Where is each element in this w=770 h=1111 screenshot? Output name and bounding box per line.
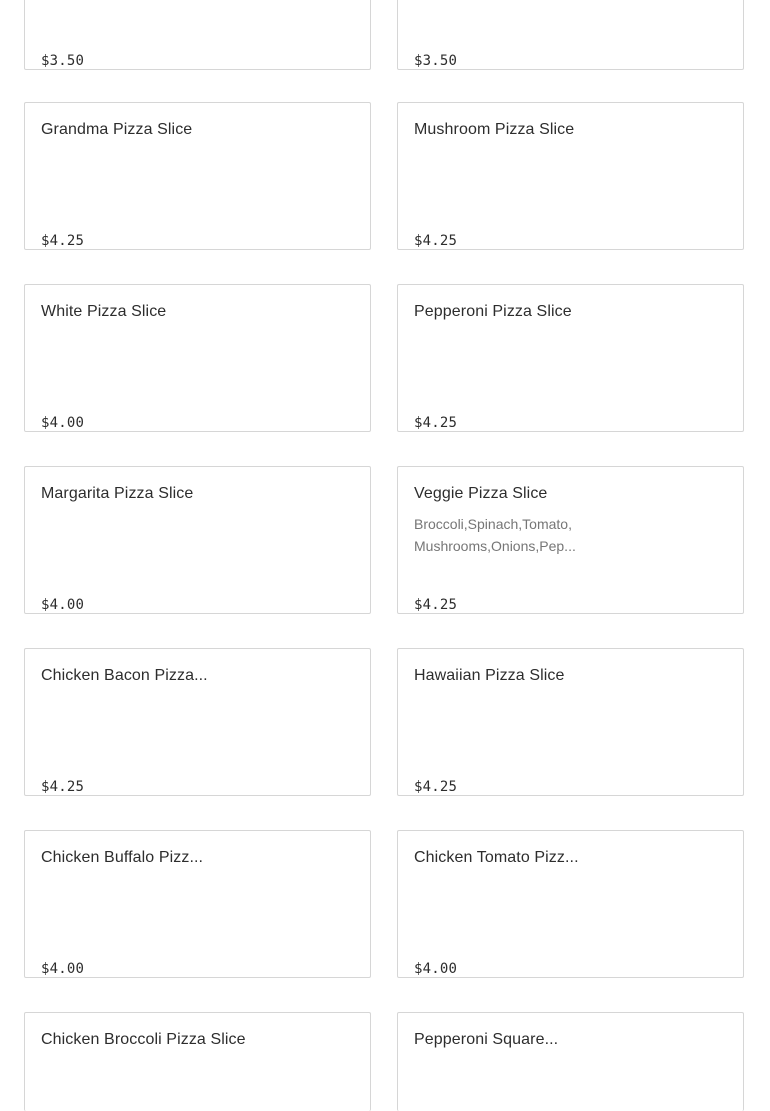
menu-item-description: Broccoli,Spinach,Tomato, Mushrooms,Onions,Pep...: [414, 516, 576, 554]
menu-item-name: Chicken Bacon Pizza...: [41, 667, 208, 684]
menu-item-card[interactable]: [24, 466, 371, 614]
menu-item-card[interactable]: [24, 284, 371, 432]
menu-item-name: White Pizza Slice: [41, 303, 167, 320]
menu-item-card[interactable]: [397, 1012, 744, 1111]
menu-item-card[interactable]: [397, 830, 744, 978]
menu-item-price: $4.25: [41, 779, 85, 795]
menu-item-name: Hawaiian Pizza Slice: [414, 667, 565, 684]
menu-item-price: $4.00: [41, 961, 85, 977]
menu-item-name: Mushroom Pizza Slice: [414, 121, 575, 138]
menu-item-card[interactable]: [24, 830, 371, 978]
menu-item-card[interactable]: [24, 1012, 371, 1111]
menu-item-card[interactable]: [24, 0, 371, 70]
menu-item-card[interactable]: [397, 648, 744, 796]
menu-item-price: $4.00: [41, 597, 85, 613]
menu-item-name: Margarita Pizza Slice: [41, 485, 194, 502]
menu-item-name: Chicken Tomato Pizz...: [414, 849, 579, 866]
menu-item-price: $3.50: [414, 53, 458, 69]
menu-item-name: Pepperoni Pizza Slice: [414, 303, 572, 320]
menu-item-name: Pepperoni Square...: [414, 1031, 559, 1048]
menu-item-name: Grandma Pizza Slice: [41, 121, 193, 138]
menu-item-name: Chicken Buffalo Pizz...: [41, 849, 204, 866]
menu-item-price: $4.00: [41, 415, 85, 431]
menu-item-price: $4.25: [41, 233, 85, 249]
menu-item-name: Veggie Pizza Slice: [414, 485, 548, 502]
menu-item-card[interactable]: [397, 0, 744, 70]
menu-item-price: $4.00: [414, 961, 458, 977]
menu-item-price: $4.25: [414, 779, 458, 795]
menu-item-card[interactable]: [397, 102, 744, 250]
menu-item-card[interactable]: [397, 466, 744, 614]
menu-item-price: $3.50: [41, 53, 85, 69]
menu-item-card[interactable]: [24, 102, 371, 250]
menu-item-price: $4.25: [414, 415, 458, 431]
menu-item-card[interactable]: [24, 648, 371, 796]
menu-item-name: Chicken Broccoli Pizza Slice: [41, 1031, 246, 1048]
menu-item-card[interactable]: [397, 284, 744, 432]
menu-item-price: $4.25: [414, 233, 458, 249]
menu-item-price: $4.25: [414, 597, 458, 613]
